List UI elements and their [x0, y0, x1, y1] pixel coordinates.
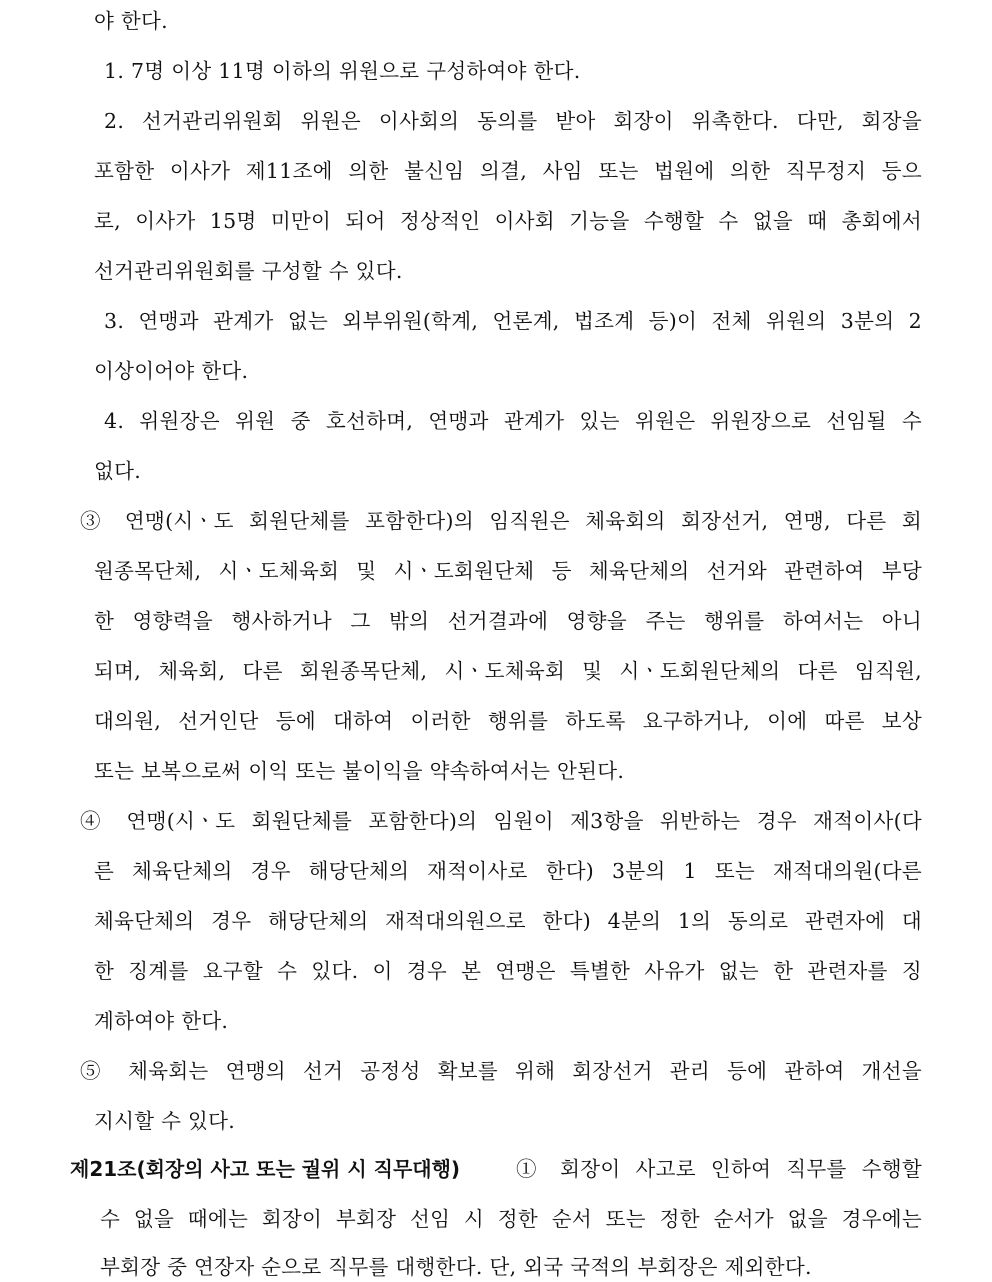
- text-line: 한 영향력을 행사하거나 그 밖의 선거결과에 영향을 주는 행위를 하여서는 아니: [94, 609, 922, 633]
- text-line: 4. 위원장은 위원 중 호선하며, 연맹과 관계가 있는 위원은 위원장으로 선임될 수: [104, 409, 922, 433]
- text-line: 1. 7명 이상 11명 이하의 위원으로 구성하여야 한다.: [104, 59, 581, 83]
- text-line: 없다.: [94, 459, 142, 483]
- text-line: 2. 선거관리위원회 위원은 이사회의 동의를 받아 회장이 위촉한다. 다만, 회장을: [104, 109, 922, 133]
- text-line: 대의원, 선거인단 등에 대하여 이러한 행위를 하도록 요구하거나, 이에 따른 보상: [94, 709, 922, 733]
- text-line: 야 한다.: [94, 9, 168, 33]
- text-line: 지시할 수 있다.: [94, 1109, 236, 1133]
- text-line: ① 회장이 사고로 인하여 직무를 수행할: [516, 1157, 922, 1181]
- text-line: 부회장 중 연장자 순으로 직무를 대행한다. 단, 외국 국적의 부회장은 제외한다.: [100, 1255, 812, 1279]
- article-heading: 제21조(회장의 사고 또는 궐위 시 직무대행): [70, 1157, 461, 1181]
- text-line: 이상이어야 한다.: [94, 359, 249, 383]
- text-line: ⑤ 체육회는 연맹의 선거 공정성 확보를 위해 회장선거 관리 등에 관하여 개선을: [80, 1059, 922, 1083]
- text-line: 또는 보복으로써 이익 또는 불이익을 약속하여서는 안된다.: [94, 759, 625, 783]
- text-line: 한 징계를 요구할 수 있다. 이 경우 본 연맹은 특별한 사유가 없는 한 관련자를 징: [94, 959, 922, 983]
- text-line: 로, 이사가 15명 미만이 되어 정상적인 이사회 기능을 수행할 수 없을 때 총회에서: [94, 209, 922, 233]
- text-line: 계하여야 한다.: [94, 1009, 229, 1033]
- text-line: 른 체육단체의 경우 해당단체의 재적이사로 한다) 3분의 1 또는 재적대의원(다른: [94, 859, 922, 883]
- text-line: 되며, 체육회, 다른 회원종목단체, 시ㆍ도체육회 및 시ㆍ도회원단체의 다른 임직원,: [94, 659, 922, 683]
- text-line: 선거관리위원회를 구성할 수 있다.: [94, 259, 403, 283]
- text-line: 포함한 이사가 제11조에 의한 불신임 의결, 사임 또는 법원에 의한 직무정지 등으: [94, 159, 922, 183]
- text-line: 원종목단체, 시ㆍ도체육회 및 시ㆍ도회원단체 등 체육단체의 선거와 관련하여 부당: [94, 559, 922, 583]
- text-line: 수 없을 때에는 회장이 부회장 선임 시 정한 순서 또는 정한 순서가 없을 경우에는: [100, 1207, 922, 1231]
- text-line: 3. 연맹과 관계가 없는 외부위원(학계, 언론계, 법조계 등)이 전체 위원의 3분의 2: [104, 309, 922, 333]
- text-line: ③ 연맹(시ㆍ도 회원단체를 포함한다)의 임직원은 체육회의 회장선거, 연맹, 다른 회: [80, 509, 922, 533]
- text-line: ④ 연맹(시ㆍ도 회원단체를 포함한다)의 임원이 제3항을 위반하는 경우 재적이사(다: [80, 809, 922, 833]
- text-line: 체육단체의 경우 해당단체의 재적대의원으로 한다) 4분의 1의 동의로 관련자에 대: [94, 909, 922, 933]
